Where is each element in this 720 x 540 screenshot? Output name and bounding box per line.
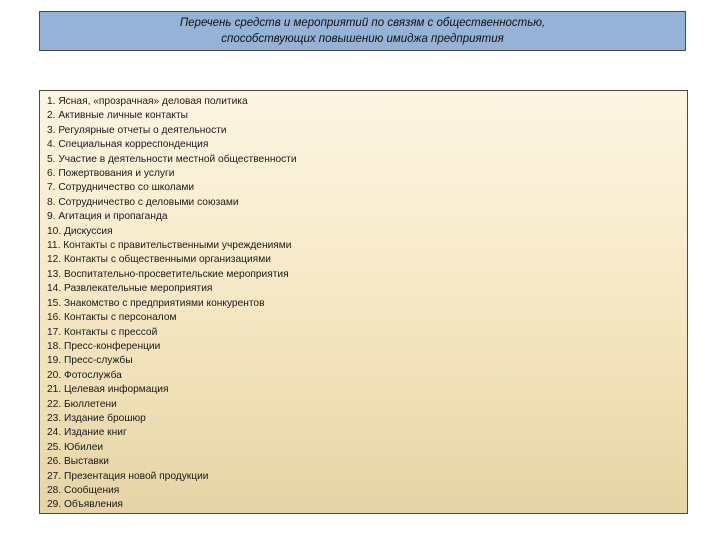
list-item: 16. Контакты с персоналом: [47, 312, 177, 324]
list-item: 14. Развлекательные мероприятия: [47, 283, 213, 295]
list-item: 15. Знакомство с предприятиями конкурентов: [47, 297, 265, 309]
list-item: 24. Издание книг: [47, 427, 127, 439]
list-item: 19. Пресс-службы: [47, 355, 133, 367]
list-item: 10. Дискуссия: [47, 225, 113, 237]
list-item: 22. Бюллетени: [47, 398, 117, 410]
list-item: 12. Контакты с общественными организациями: [47, 254, 271, 266]
list-item: 23. Издание брошюр: [47, 412, 146, 424]
list-item: 2. Активные личные контакты: [47, 110, 188, 122]
title-line-1: Перечень средств и мероприятий по связям с общественностью,: [179, 17, 546, 29]
list-item: 21. Целевая информация: [47, 384, 169, 396]
list-item: 18. Пресс-конференции: [47, 340, 161, 352]
list-item: 28. Сообщения: [47, 484, 120, 496]
list-item: 11. Контакты с правительственными учреждениями: [47, 240, 292, 252]
title-line-2: способствующих повышению имиджа предприятия: [221, 33, 504, 45]
list-item: 26. Выставки: [47, 456, 109, 468]
title-banner: [39, 11, 686, 51]
list-item: 8. Сотрудничество с деловыми союзами: [47, 196, 239, 208]
list-item: 3. Регулярные отчеты о деятельности: [47, 124, 227, 136]
list-item: 1. Ясная, «прозрачная» деловая политика: [47, 96, 248, 107]
list-item: 25. Юбилеи: [47, 441, 104, 453]
list-item: 4. Специальная корреспонденция: [47, 139, 209, 151]
list-item: 13. Воспитательно-просветительские мероприятия: [47, 268, 289, 280]
list-item: 27. Презентация новой продукции: [47, 470, 209, 482]
measures-list: [39, 90, 688, 514]
list-item: 5. Участие в деятельности местной общественности: [47, 153, 297, 165]
list-item: 17. Контакты с прессой: [47, 326, 158, 338]
list-item: 9. Агитация и пропаганда: [47, 211, 168, 223]
list-item: 7. Сотрудничество со школами: [47, 182, 195, 194]
list-item: 20. Фотослужба: [47, 369, 122, 381]
list-item: 29. Объявления: [47, 499, 123, 511]
list-item: 6. Пожертвования и услуги: [47, 168, 175, 180]
